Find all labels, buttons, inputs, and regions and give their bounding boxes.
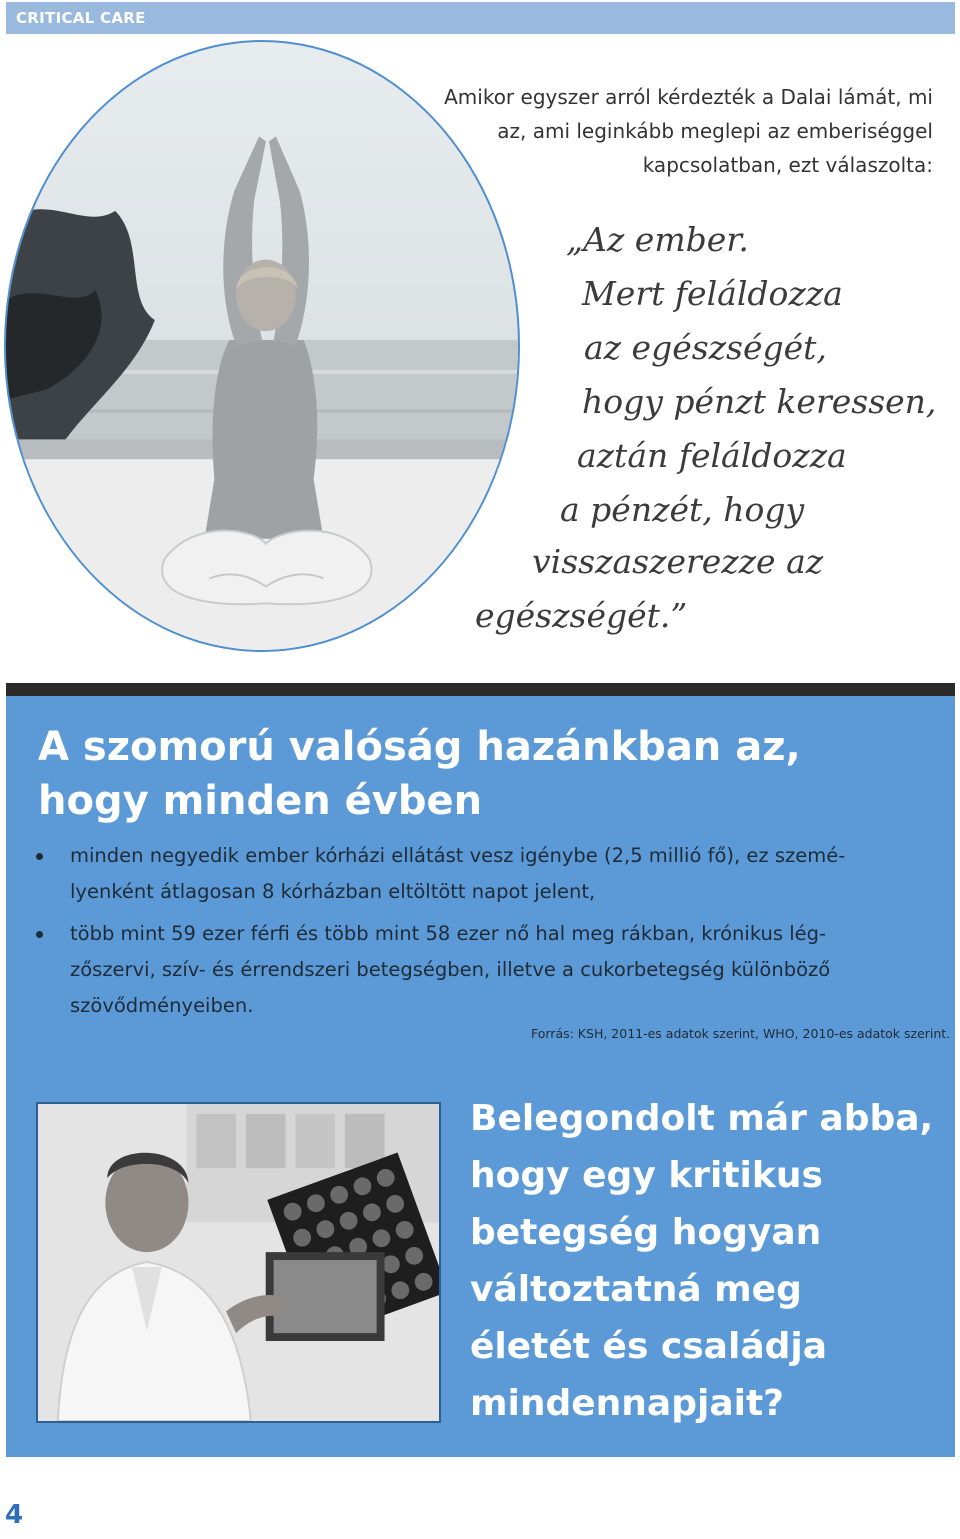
quote-line: visszaszerezze az <box>532 542 824 581</box>
list-item-line: több mint 59 ezer férfi és több mint 58 ezer nő hal meg rákban, krónikus lég- <box>70 922 827 945</box>
reflection-question <box>470 1090 950 1432</box>
panel-headline-line: A szomorú valóság hazánkban az, <box>38 724 801 770</box>
list-item-line: szövődményeiben. <box>70 994 254 1017</box>
list-item <box>36 838 916 910</box>
section-header <box>6 2 955 34</box>
divider-rule <box>6 683 955 696</box>
list-item-line: lyenként átlagosan 8 kórházban eltöltött napot jelent, <box>70 880 596 903</box>
quote-line: „Az ember. <box>566 220 749 259</box>
panel-headline-line: hogy minden évben <box>38 778 483 824</box>
doctor-photo <box>36 1102 441 1423</box>
question-line: mindennapjait? <box>470 1383 785 1424</box>
quote-line: egészségét.” <box>475 596 688 635</box>
question-line: életét és családja <box>470 1326 828 1367</box>
list-item-line: zőszervi, szív- és érrendszeri betegségben, illetve a cukorbetegség különböző <box>70 958 831 981</box>
source-citation: Forrás: KSH, 2011-es adatok szerint, WHO, 2010-es adatok szerint. <box>531 1026 951 1041</box>
section-header-label: CRITICAL CARE <box>16 9 146 27</box>
quote-line: Mert feláldozza <box>582 274 843 313</box>
intro-line: Amikor egyszer arról kérdezték a Dalai lámát, mi <box>444 85 933 109</box>
quote-line: a pénzét, hogy <box>560 490 805 529</box>
intro-line: az, ami leginkább meglepi az emberiséggel <box>497 119 933 143</box>
intro-paragraph <box>380 80 933 182</box>
bullet-icon <box>36 853 43 860</box>
quote-line: hogy pénzt keressen, <box>582 382 937 421</box>
quote-line: aztán feláldozza <box>577 436 847 475</box>
list-item <box>36 916 916 1024</box>
question-line: Belegondolt már abba, <box>470 1098 934 1139</box>
bullet-icon <box>36 931 43 938</box>
question-line: változtatná meg <box>470 1269 802 1310</box>
intro-line: kapcsolatban, ezt válaszolta: <box>642 153 933 177</box>
quote-line: az egészségét, <box>584 328 827 367</box>
statistics-list <box>36 838 916 1030</box>
panel-headline <box>38 720 918 828</box>
question-line: hogy egy kritikus <box>470 1155 823 1196</box>
list-item-line: minden negyedik ember kórházi ellátást vesz igénybe (2,5 millió fő), ez szemé- <box>70 844 846 867</box>
question-line: betegség hogyan <box>470 1212 822 1253</box>
page-number: 4 <box>5 1500 24 1530</box>
